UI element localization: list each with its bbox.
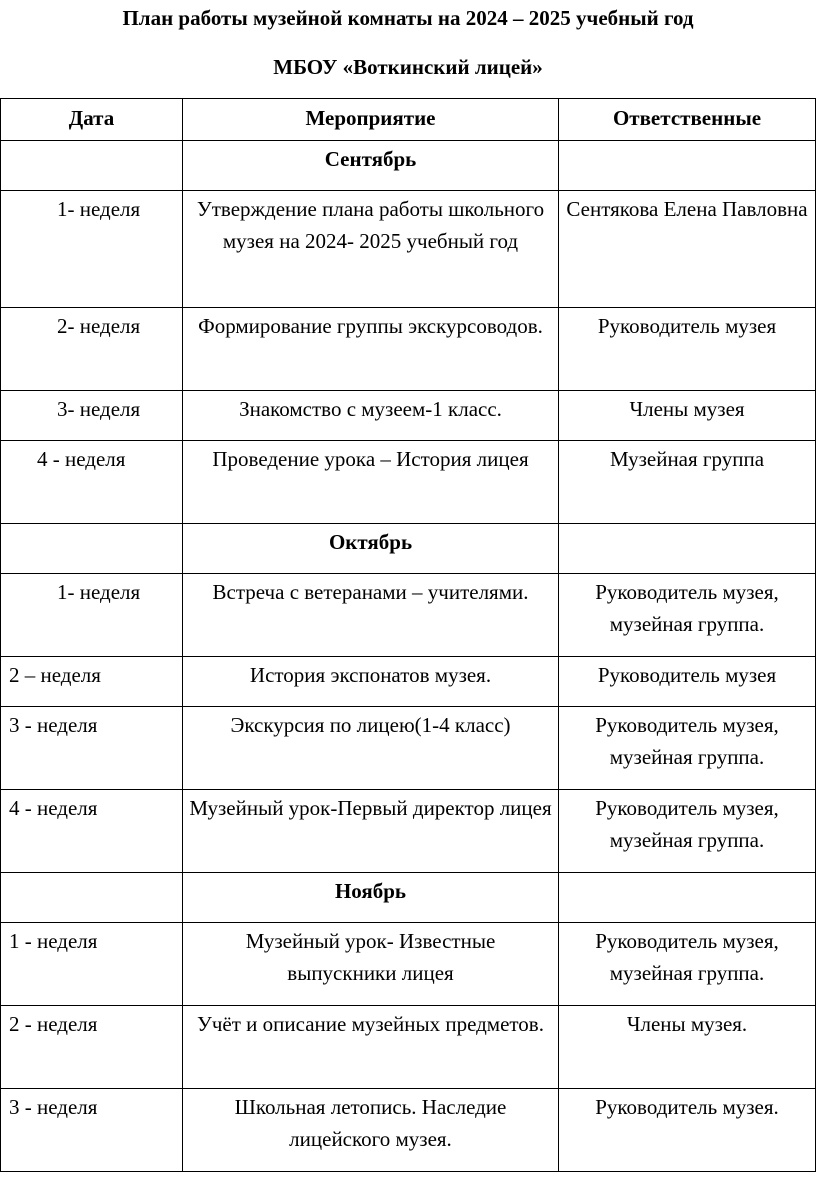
month-row-october	[1, 524, 816, 574]
row-responsible: Руководитель музея, музейная группа.	[559, 923, 816, 1006]
row-responsible: Члены музея	[559, 391, 816, 441]
table-row	[1, 191, 816, 308]
empty-cell	[559, 524, 816, 574]
document-title: План работы музейной комнаты на 2024 – 2025 учебный год	[122, 6, 694, 30]
row-date: 2- неделя	[1, 308, 183, 391]
row-event: Знакомство с музеем-1 класс.	[183, 391, 559, 441]
row-responsible: Руководитель музея, музейная группа.	[559, 574, 816, 657]
month-label: Сентябрь	[183, 141, 559, 191]
table-row	[1, 1006, 816, 1089]
empty-cell	[559, 141, 816, 191]
row-event: Встреча с ветеранами – учителями.	[183, 574, 559, 657]
empty-cell	[1, 524, 183, 574]
row-responsible: Сентякова Елена Павловна	[559, 191, 816, 308]
table-row	[1, 923, 816, 1006]
row-date: 1- неделя	[1, 574, 183, 657]
month-row-november	[1, 873, 816, 923]
row-date: 2 - неделя	[1, 1006, 183, 1089]
month-row-september	[1, 141, 816, 191]
empty-cell	[1, 141, 183, 191]
header-row	[1, 99, 816, 141]
row-responsible: Руководитель музея.	[559, 1089, 816, 1172]
row-date: 3 - неделя	[1, 707, 183, 790]
row-date: 3 - неделя	[1, 1089, 183, 1172]
row-responsible: Члены музея.	[559, 1006, 816, 1089]
row-responsible: Руководитель музея	[559, 308, 816, 391]
table-row	[1, 707, 816, 790]
table-row	[1, 1089, 816, 1172]
header-event: Мероприятие	[183, 99, 559, 141]
row-date: 1- неделя	[1, 191, 183, 308]
row-date: 3- неделя	[1, 391, 183, 441]
row-event: Музейный урок-Первый директор лицея	[183, 790, 559, 873]
row-date: 1 - неделя	[1, 923, 183, 1006]
row-event: Школьная летопись. Наследие лицейского музея.	[183, 1089, 559, 1172]
row-event: Экскурсия по лицею(1-4 класс)	[183, 707, 559, 790]
row-date: 4 - неделя	[1, 790, 183, 873]
plan-table	[0, 98, 816, 1172]
row-date: 4 - неделя	[1, 441, 183, 524]
row-event: Музейный урок- Известные выпускники лицея	[183, 923, 559, 1006]
table-row	[1, 574, 816, 657]
row-responsible: Музейная группа	[559, 441, 816, 524]
row-event: Учёт и описание музейных предметов.	[183, 1006, 559, 1089]
row-event: Проведение урока – История лицея	[183, 441, 559, 524]
header-responsible: Ответственные	[559, 99, 816, 141]
table-row	[1, 308, 816, 391]
row-event: Формирование группы экскурсоводов.	[183, 308, 559, 391]
table-row	[1, 657, 816, 707]
month-label: Октябрь	[183, 524, 559, 574]
school-name: МБОУ «Воткинский лицей»	[273, 55, 543, 79]
header-date: Дата	[1, 99, 183, 141]
row-event: Утверждение плана работы школьного музея на 2024- 2025 учебный год	[183, 191, 559, 308]
row-event: История экспонатов музея.	[183, 657, 559, 707]
row-date: 2 – неделя	[1, 657, 183, 707]
empty-cell	[559, 873, 816, 923]
row-responsible: Руководитель музея, музейная группа.	[559, 790, 816, 873]
row-responsible: Руководитель музея, музейная группа.	[559, 707, 816, 790]
month-label: Ноябрь	[183, 873, 559, 923]
table-row	[1, 391, 816, 441]
row-responsible: Руководитель музея	[559, 657, 816, 707]
table-row	[1, 790, 816, 873]
table-row	[1, 441, 816, 524]
empty-cell	[1, 873, 183, 923]
